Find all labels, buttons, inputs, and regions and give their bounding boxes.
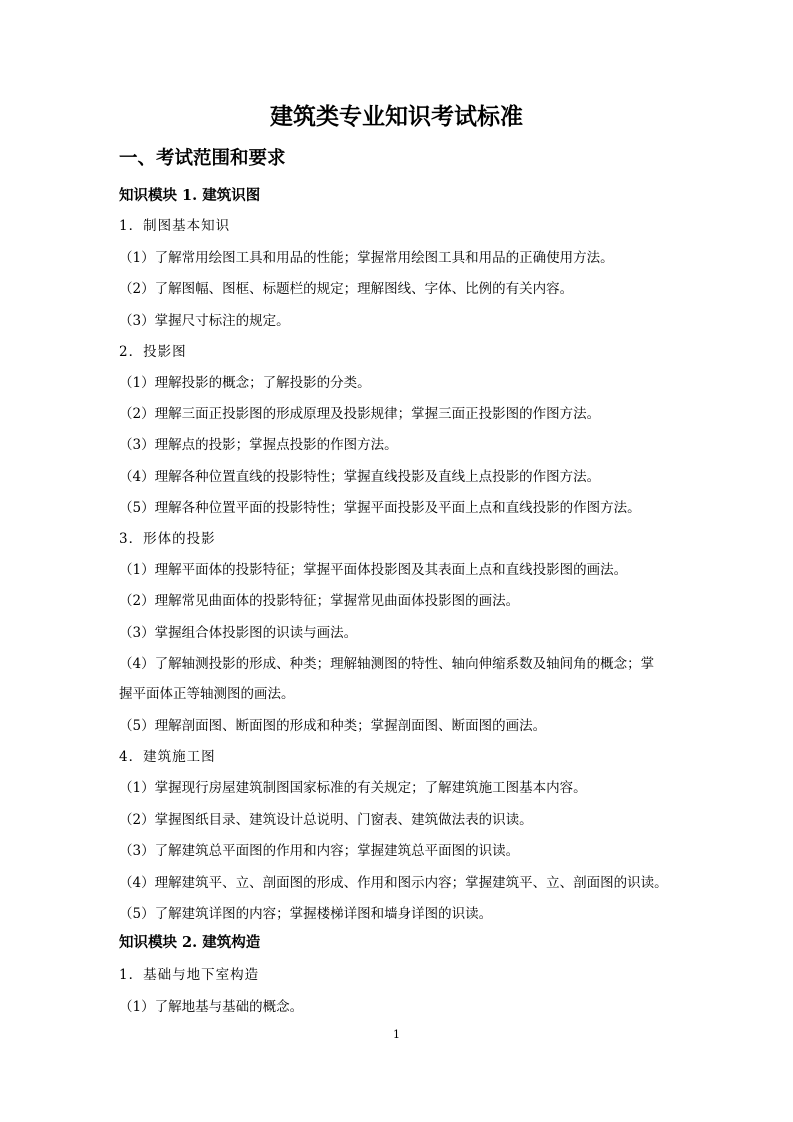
list-item: （3）掌握组合体投影图的识读与画法。 xyxy=(119,625,358,641)
subsection-heading: 1．基础与地下室构造 xyxy=(119,967,260,983)
list-item: （2）理解常见曲面体的投影特征；掌握常见曲面体投影图的画法。 xyxy=(119,593,520,609)
section-heading: 一、考试范围和要求 xyxy=(119,148,286,169)
list-item: （2）理解三面正投影图的形成原理及投影规律；掌握三面正投影图的作图方法。 xyxy=(119,406,601,422)
list-item: 握平面体正等轴测图的画法。 xyxy=(119,686,295,702)
list-item: （1）理解投影的概念；了解投影的分类。 xyxy=(119,375,371,391)
page-number: 1 xyxy=(393,1028,400,1041)
list-item: （1）了解地基与基础的概念。 xyxy=(119,999,304,1015)
list-item: （2）了解图幅、图框、标题栏的规定；理解图线、字体、比例的有关内容。 xyxy=(119,281,574,297)
list-item: （5）了解建筑详图的内容；掌握楼梯详图和墙身详图的识读。 xyxy=(119,906,493,922)
subsection-heading: 4．建筑施工图 xyxy=(119,749,216,765)
list-item: （3）掌握尺寸标注的规定。 xyxy=(119,313,290,329)
list-item: （1）掌握现行房屋建筑制图国家标准的有关规定；了解建筑施工图基本内容。 xyxy=(119,780,587,796)
list-item: （4）了解轴测投影的形成、种类；理解轴测图的特性、轴向伸缩系数及轴间角的概念；掌 xyxy=(119,656,655,672)
list-item: （1）理解平面体的投影特征；掌握平面体投影图及其表面上点和直线投影图的画法。 xyxy=(119,562,628,578)
list-item: （3）了解建筑总平面图的作用和内容；掌握建筑总平面图的识读。 xyxy=(119,843,520,859)
document-title: 建筑类专业知识考试标准 xyxy=(270,104,523,130)
list-item: （2）掌握图纸目录、建筑设计总说明、门窗表、建筑做法表的识读。 xyxy=(119,812,533,828)
subsection-heading: 3．形体的投影 xyxy=(119,531,216,547)
list-item: （5）理解各种位置平面的投影特性；掌握平面投影及平面上点和直线投影的作图方法。 xyxy=(119,500,641,516)
list-item: （3）理解点的投影；掌握点投影的作图方法。 xyxy=(119,437,398,453)
subsection-heading: 2．投影图 xyxy=(119,344,187,360)
list-item: （1）了解常用绘图工具和用品的性能；掌握常用绘图工具和用品的正确使用方法。 xyxy=(119,250,614,266)
list-item: （4）理解建筑平、立、剖面图的形成、作用和图示内容；掌握建筑平、立、剖面图的识读。 xyxy=(119,875,668,891)
module-heading: 知识模块 1. 建筑识图 xyxy=(119,187,261,204)
module-heading: 知识模块 2. 建筑构造 xyxy=(119,934,261,951)
list-item: （4）理解各种位置直线的投影特性；掌握直线投影及直线上点投影的作图方法。 xyxy=(119,469,601,485)
subsection-heading: 1．制图基本知识 xyxy=(119,218,231,234)
list-item: （5）理解剖面图、断面图的形成和种类；掌握剖面图、断面图的画法。 xyxy=(119,718,547,734)
